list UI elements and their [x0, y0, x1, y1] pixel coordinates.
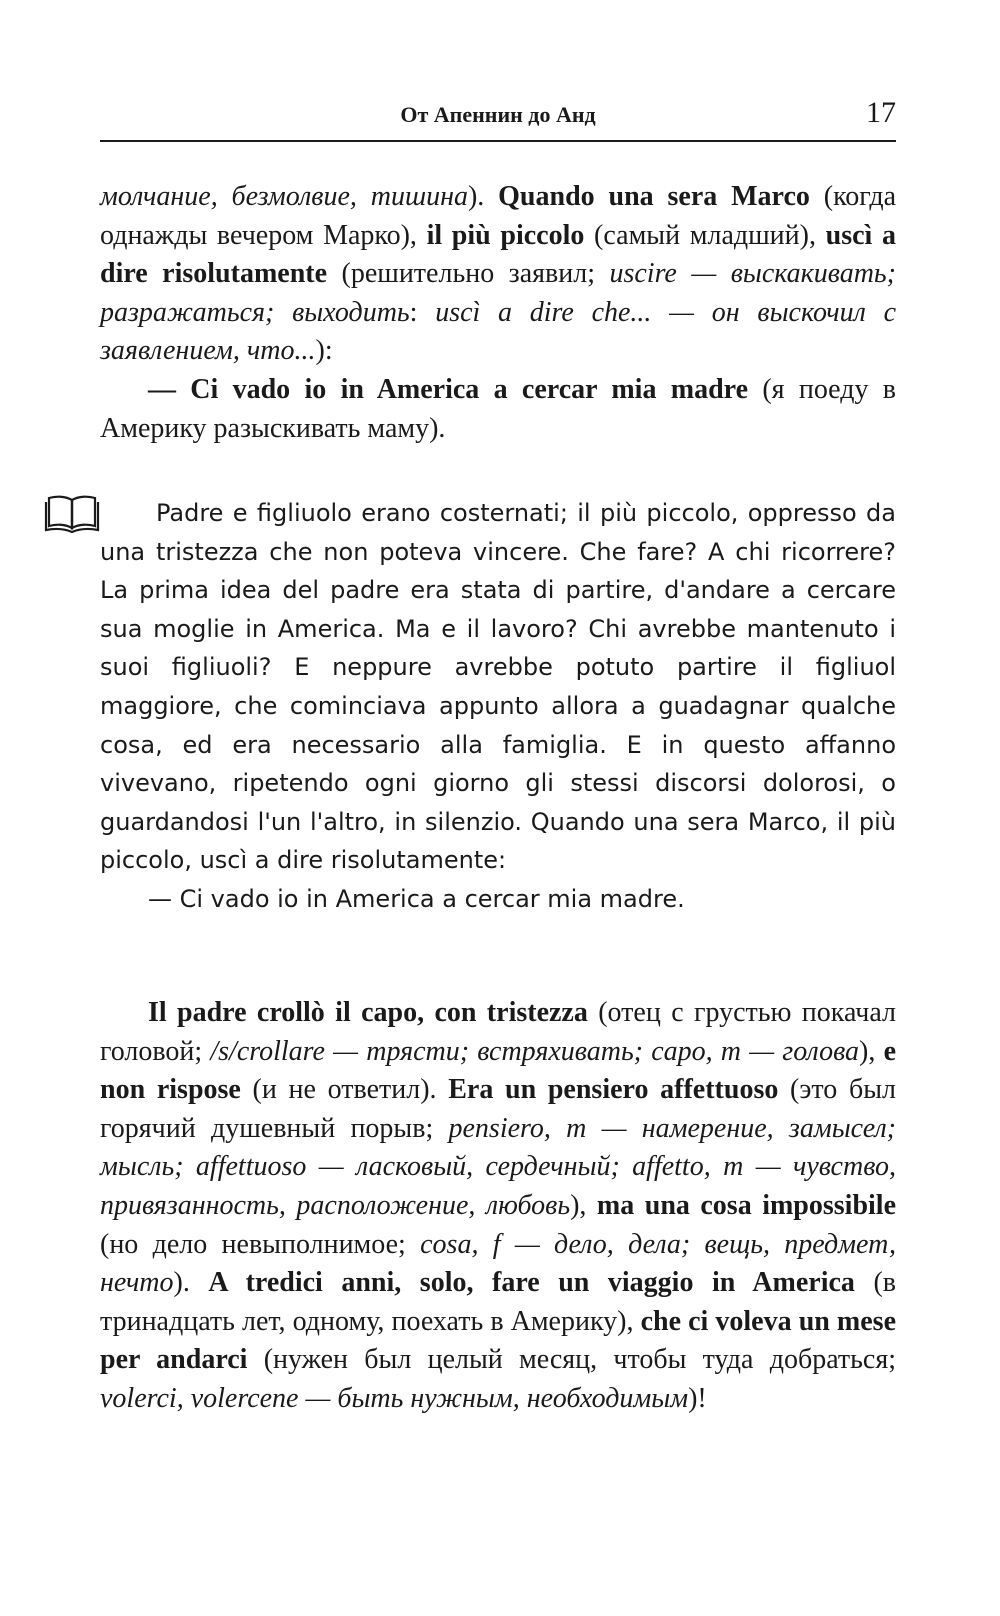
commentary-dialogue-line [100, 371, 896, 448]
bold-source-phrase: Quando una sera Marco [498, 181, 810, 212]
italic-gloss: /s/crollare — трясти; встряхивать; capo, m — голова [210, 1035, 860, 1067]
italic-gloss: cosa, f — дело, дела; вещь, предмет, нечто [100, 1228, 896, 1299]
translation-text: (и не ответил). [240, 1074, 449, 1106]
italic-gloss: uscire — выскакивать; разражаться; выходить [100, 258, 896, 328]
header-title: От Апеннин до Анд [400, 102, 596, 127]
italic-gloss: молчание, безмолвие, тишина [100, 181, 468, 212]
translation-text: (в тринадцать лет, одному, поехать в Америку), [100, 1267, 896, 1337]
italic-gloss: pensiero, m — намерение, замысел; мысль; affettuoso — ласковый, сердечный; affetto, m — чувство, привязанность, расположение, любовь [100, 1112, 896, 1221]
italic-gloss: volerci, volercene — быть нужным, необходимым [100, 1382, 689, 1414]
open-book-icon [44, 492, 100, 536]
translation-text: ). [467, 181, 499, 212]
original-dialogue-line: — Ci vado io in America a cercar mia madre. [148, 884, 685, 913]
bold-source-phrase: Era un pensiero affettuoso [448, 1074, 779, 1106]
bold-source-phrase: A tredici anni, solo, fare un viaggio in America [208, 1267, 855, 1299]
bold-source-phrase: ma una cosa impossibile [596, 1189, 897, 1221]
commentary-block-2 [100, 994, 896, 1419]
bold-source-phrase: — Ci vado io in America a cercar mia madre [148, 373, 749, 405]
original-paragraph: Padre e figliuolo erano costernati; il più piccolo, oppresso da una tristezza che non poteva vincere. Che fare? A chi ricorrere? La prima idea del padre era stata di partire, d'andare a cercare sua moglie in America. Ma e il lavoro? Chi avrebbe mantenuto i suoi figliuoli? E neppure avrebbe potuto partire il figliuol maggiore, che cominciava appunto allora a guadagnar qualche cosa, ed era necessario alla famiglia. E in questo affanno vivevano, ripetendo ogni giorno gli stessi discorsi dolorosi, o guardandosi l'un l'altro, in silenzio. Quando una sera Marco, il più piccolo, uscì a dire risolutamente: [100, 499, 896, 875]
commentary-paragraph [100, 994, 896, 1419]
bold-source-phrase: il più piccolo [426, 219, 585, 251]
commentary-block-1 [100, 178, 896, 448]
bold-source-phrase: che ci voleva un mese per andarci [100, 1305, 896, 1376]
translation-text: (я поеду в Америку разыскивать маму). [100, 373, 896, 444]
translation-text: (самый младший), [584, 219, 826, 251]
translation-text: (но дело невыполнимое; [100, 1228, 421, 1260]
italic-gloss: uscì a dire che... — он выскочил с заявлением, что... [100, 296, 896, 367]
translation-text: (отец с грустью покачал головой; [100, 997, 897, 1067]
translation-text: ), [570, 1189, 597, 1221]
translation-text: : [409, 296, 436, 328]
translation-text: ): [315, 335, 333, 367]
page-number: 17 [866, 96, 896, 129]
running-header [100, 96, 896, 142]
bold-source-phrase: uscì a dire risolutamente [100, 219, 896, 290]
translation-text: (когда однажды вечером Марко), [100, 181, 897, 251]
bold-source-phrase: Il padre crollò il capo, con tristezza [148, 997, 588, 1028]
translation-text: (это был горячий душевный порыв; [100, 1074, 896, 1144]
translation-text: )! [688, 1382, 707, 1414]
original-text-block [100, 494, 896, 919]
translation-text: (нужен был целый месяц, чтобы туда добраться; [247, 1344, 896, 1376]
translation-text: (решительно заявил; [327, 258, 610, 290]
bold-source-phrase: e non rispose [100, 1035, 896, 1106]
translation-text: ), [859, 1035, 884, 1067]
translation-text: ). [173, 1267, 209, 1299]
commentary-paragraph [100, 178, 896, 371]
